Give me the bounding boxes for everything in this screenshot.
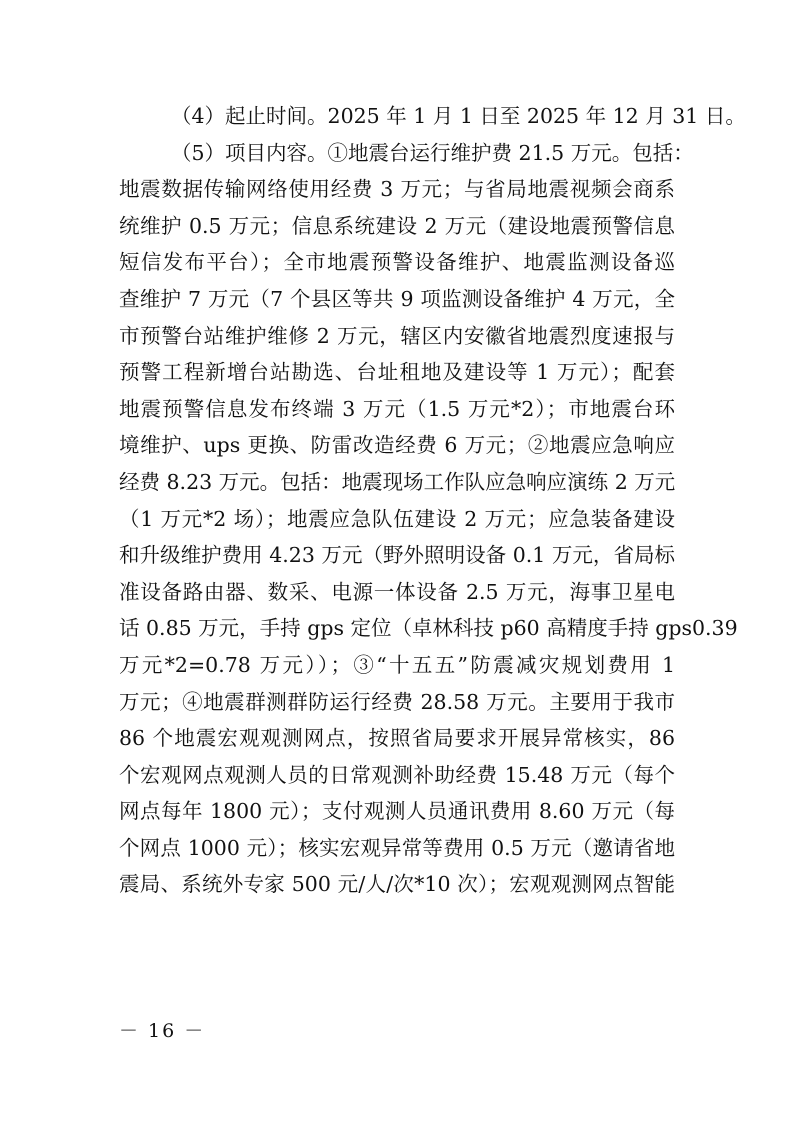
text-line: 经费 8.23 万元。包括：地震现场工作队应急响应演练 2 万元: [119, 469, 676, 494]
text-line: 地震预警信息发布终端 3 万元（1.5 万元*2）；市地震台环: [119, 396, 675, 421]
text-line: 万元*2=0.78 万元））；③“十五五”防震减灾规划费用 1: [119, 652, 675, 677]
text-line: 个宏观网点观测人员的日常观测补助经费 15.48 万元（每个: [119, 762, 675, 787]
text-line: 和升级维护费用 4.23 万元（野外照明设备 0.1 万元，省局标: [119, 543, 675, 568]
text-line: 话 0.85 万元，手持 gps 定位（卓林科技 p60 高精度手持 gps0.39: [119, 616, 738, 641]
text-line: 震局、系统外专家 500 元/人/次*10 次）；宏观观测网点智能: [119, 872, 675, 897]
text-line: 86 个地震宏观观测网点，按照省局要求开展异常核实，86: [119, 726, 675, 751]
text-line: （1 万元*2 场）；地震应急队伍建设 2 万元；应急装备建设: [119, 506, 675, 531]
text-line: 预警工程新增台站勘选、台址租地及建设等 1 万元）；配套: [119, 360, 675, 385]
text-line: 统维护 0.5 万元；信息系统建设 2 万元（建设地震预警信息: [119, 213, 675, 238]
body-text: [119, 98, 746, 903]
text-line: 准设备路由器、数采、电源一体设备 2.5 万元，海事卫星电: [119, 579, 675, 604]
text-line: 网点每年 1800 元）；支付观测人员通讯费用 8.60 万元（每: [119, 799, 675, 824]
text-line: 境维护、ups 更换、防雷改造经费 6 万元；②地震应急响应: [119, 433, 675, 458]
text-line: （4）起止时间。2025 年 1 月 1 日至 2025 年 12 月 31 日。: [171, 104, 746, 128]
page-number: － 16 －: [119, 1020, 206, 1042]
text-line: 个网点 1000 元）；核实宏观异常等费用 0.5 万元（邀请省地: [119, 835, 675, 860]
text-line: 地震数据传输网络使用经费 3 万元；与省局地震视频会商系: [119, 177, 675, 202]
text-line: （5）项目内容。①地震台运行维护费 21.5 万元。包括：: [171, 140, 694, 165]
text-line: 万元；④地震群测群防运行经费 28.58 万元。主要用于我市: [119, 689, 675, 714]
text-line: 查维护 7 万元（7 个县区等共 9 项监测设备维护 4 万元，全: [119, 286, 675, 311]
text-line: 短信发布平台）；全市地震预警设备维护、地震监测设备巡: [119, 250, 675, 275]
text-line: 市预警台站维护维修 2 万元，辖区内安徽省地震烈度速报与: [119, 323, 675, 348]
